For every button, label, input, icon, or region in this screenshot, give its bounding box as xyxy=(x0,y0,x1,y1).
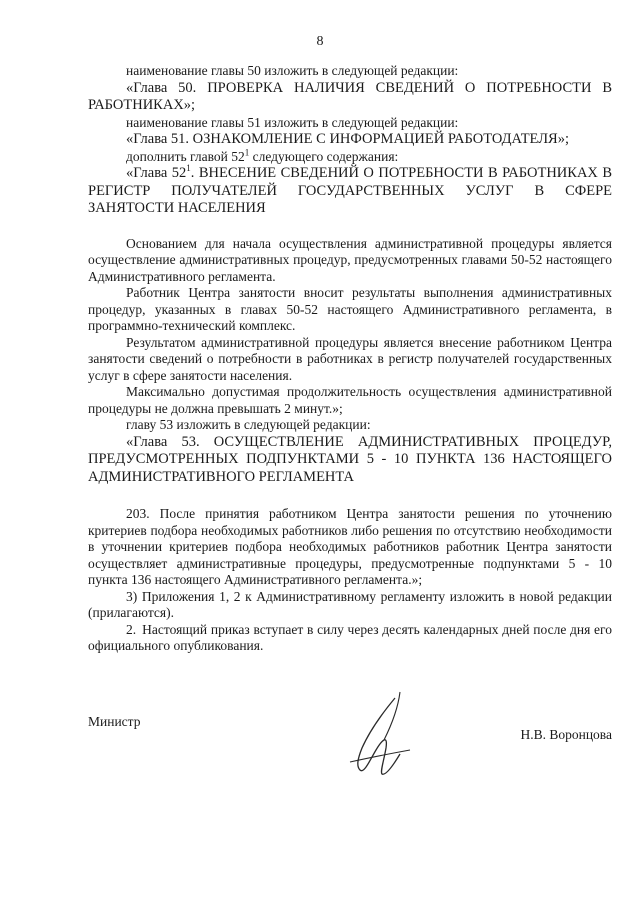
signatory-title: Министр xyxy=(88,714,141,729)
chapter-53-heading: «Глава 53. ОСУЩЕСТВЛЕНИЕ АДМИНИСТРАТИВНЫХ ПРОЦЕДУР, ПРЕДУСМОТРЕННЫХ ПОДПУНКТАМИ 5 - 10 ПУНКТА 136 НАСТОЯЩЕГО АДМИНИСТРАТИВНОГО РЕГЛАМЕНТА xyxy=(88,433,612,485)
instruction-ch53: главу 53 изложить в следующей редакции: xyxy=(126,417,371,432)
instruction-ch51: наименование главы 51 изложить в следующей редакции: xyxy=(126,114,459,130)
paragraph-result: Результатом административной процедуры является внесение работником Центра занятости сведений о потребности в работниках в регистр получателей государственных услуг в сфере занятости населения. xyxy=(88,334,612,383)
instruction-ch50: наименование главы 50 изложить в следующей редакции: xyxy=(126,63,459,78)
paragraph-max-duration: Максимально допустимая продолжительность осуществления административной процедуры не должна превышать 2 минут.»; xyxy=(88,384,612,416)
paragraph-entry-into-force: 2. Настоящий приказ вступает в силу через десять календарных дней после дня его официального опубликования. xyxy=(88,621,612,653)
chapter-50-heading: «Глава 50. ПРОВЕРКА НАЛИЧИЯ СВЕДЕНИЙ О ПОТРЕБНОСТИ В РАБОТНИКАХ»; xyxy=(88,79,612,113)
page-number: 8 xyxy=(316,34,324,49)
chapter-51-heading: «Глава 51. ОЗНАКОМЛЕНИЕ С ИНФОРМАЦИЕЙ РАБОТОДАТЕЛЯ»; xyxy=(126,131,570,147)
paragraph-203: 203. После принятия работником Центра занятости решения по уточнению критериев подбора необходимых работников либо решения по отсутствию необходимости в уточнении критериев подбора необходимых работников работник Центра занятости осуществляет административные процедуры, предусмотренные подпунктами 5 - 10 пункта 136 настоящего Административного регламента.»; xyxy=(88,506,612,587)
paragraph-appendices: 3) Приложения 1, 2 к Административному регламенту изложить в новой редакции (прилагаются). xyxy=(88,588,612,620)
document-body xyxy=(88,63,612,655)
instruction-ch52-1: дополнить главой $52^1$ следующего содержания: xyxy=(126,147,399,164)
chapter-52-1-heading: «Глава $52^1$. ВНЕСЕНИЕ СВЕДЕНИЙ О ПОТРЕБНОСТИ В РАБОТНИКАХ В РЕГИСТР ПОЛУЧАТЕЛЕЙ ГОСУДАРСТВЕННЫХ УСЛУГ В СФЕРЕ ЗАНЯТОСТИ НАСЕЛЕНИЯ xyxy=(88,163,613,216)
signatory-name: Н.В. Воронцова xyxy=(520,727,612,742)
paragraph-basis: Основанием для начала осуществления административной процедуры является осуществление административных процедур, предусмотренных главами 50-52 настоящего Административного регламента. xyxy=(88,235,612,284)
paragraph-employee-enters: Работник Центра занятости вносит результаты выполнения административных процедур, указанных в главах 50-52 настоящего Административного регламента, в программно-технический комплекс. xyxy=(88,285,612,333)
handwritten-signature xyxy=(340,690,420,780)
